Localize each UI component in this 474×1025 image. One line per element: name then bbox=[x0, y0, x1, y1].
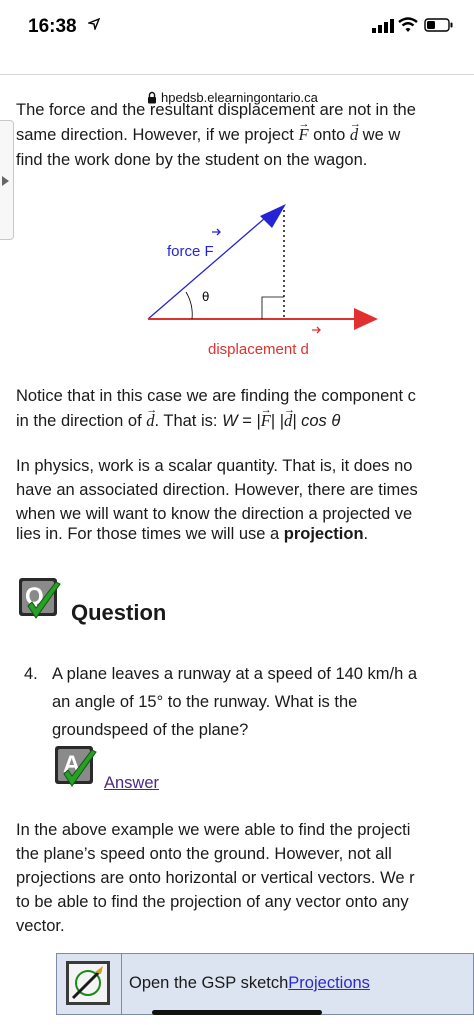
question-line1: A plane leaves a runway at a speed of 140 km/h a bbox=[52, 665, 418, 683]
displacement-label: displacement d bbox=[208, 341, 309, 358]
vector-d: → d bbox=[350, 123, 358, 148]
para1-line2-c: we w bbox=[358, 126, 401, 144]
para1-line3: find the work done by the student on the wagon. bbox=[16, 151, 368, 169]
theta-arc bbox=[186, 292, 192, 319]
side-panel-arrow-icon bbox=[2, 176, 9, 186]
answer-link[interactable]: Answer bbox=[104, 774, 160, 792]
gsp-icon-cell bbox=[57, 954, 122, 1014]
displacement-label-arrow-icon bbox=[312, 327, 320, 333]
url-text[interactable]: hpedsb.elearningontario.ca bbox=[161, 90, 318, 105]
cellular-signal-icon bbox=[372, 19, 394, 33]
wifi-icon bbox=[398, 17, 418, 33]
location-arrow-icon bbox=[88, 18, 100, 30]
theta-label: θ bbox=[202, 290, 210, 304]
para3-line4-a: lies in. For those times we will use a bbox=[16, 525, 284, 543]
question-heading: Question bbox=[71, 600, 167, 625]
projection-term: projection bbox=[283, 525, 364, 543]
force-vector-line bbox=[148, 212, 272, 319]
header-divider bbox=[0, 74, 474, 75]
status-time: 16:38 bbox=[28, 16, 77, 37]
para3-line1: In physics, work is a scalar quantity. That is, it does no bbox=[16, 457, 413, 475]
formula-eq: = | bbox=[237, 412, 261, 430]
address-bar[interactable] bbox=[0, 44, 474, 105]
right-angle-marker bbox=[262, 297, 284, 319]
para3-line3: when we will want to know the direction a projected ve bbox=[16, 505, 413, 523]
status-bar bbox=[0, 0, 474, 44]
question-line2: an angle of 15° to the runway. What is the bbox=[52, 693, 358, 711]
para4-line1: In the above example we were able to find the projecti bbox=[16, 821, 411, 839]
formula-vector-f: → F bbox=[261, 409, 271, 434]
para2-line2-b: . That is: bbox=[154, 412, 223, 430]
formula-end: | cos θ bbox=[292, 412, 341, 430]
para4-line3: projections are onto horizontal or vertical vectors. We r bbox=[16, 869, 415, 887]
question-icon bbox=[18, 576, 62, 622]
para1-line1: The force and the resultant displacement are not in the bbox=[16, 101, 416, 119]
vector-d-2: → d bbox=[146, 409, 154, 434]
para2-line2-a: in the direction of bbox=[16, 412, 147, 430]
formula-vector-d: → d bbox=[284, 409, 292, 434]
svg-text:A: A bbox=[63, 751, 81, 778]
para4-line4: to be able to find the projection of any vector onto any bbox=[16, 893, 409, 911]
para1-line2 bbox=[16, 123, 474, 148]
para3-line4 bbox=[16, 522, 474, 547]
force-arrowhead bbox=[260, 204, 286, 228]
sketchpad-icon bbox=[65, 960, 111, 1006]
para3-line2: have an associated direction. However, there are times bbox=[16, 481, 418, 499]
gsp-sketch-box bbox=[56, 953, 474, 1015]
answer-icon[interactable] bbox=[54, 744, 98, 790]
formula-mid: | | bbox=[270, 412, 284, 430]
question-line3: groundspeed of the plane? bbox=[52, 721, 249, 739]
para4-line5: vector. bbox=[16, 917, 65, 935]
force-label: force F bbox=[167, 243, 214, 260]
para1-line2-b: onto bbox=[308, 126, 350, 144]
para1-line2-a: same direction. However, if we project bbox=[16, 126, 299, 144]
para2-line2 bbox=[16, 409, 474, 434]
gsp-text bbox=[129, 974, 370, 993]
battery-icon bbox=[424, 18, 454, 32]
formula-w: W bbox=[222, 412, 238, 430]
displacement-arrowhead bbox=[354, 308, 378, 330]
para4-line2: the plane’s speed onto the ground. However, not all bbox=[16, 845, 392, 863]
question-item bbox=[24, 660, 474, 750]
para3-line4-end: . bbox=[363, 525, 369, 543]
question-number: 4. bbox=[24, 665, 38, 683]
vector-f: → F bbox=[298, 123, 308, 148]
force-label-arrow-icon bbox=[212, 229, 220, 235]
home-indicator[interactable] bbox=[152, 1010, 322, 1015]
gsp-text-prefix: Open the GSP sketch bbox=[129, 974, 289, 992]
projections-link[interactable]: Projections bbox=[288, 974, 370, 992]
svg-text:Q: Q bbox=[25, 583, 44, 610]
force-displacement-diagram bbox=[140, 200, 390, 370]
para2-line1: Notice that in this case we are finding the component c bbox=[16, 387, 416, 405]
